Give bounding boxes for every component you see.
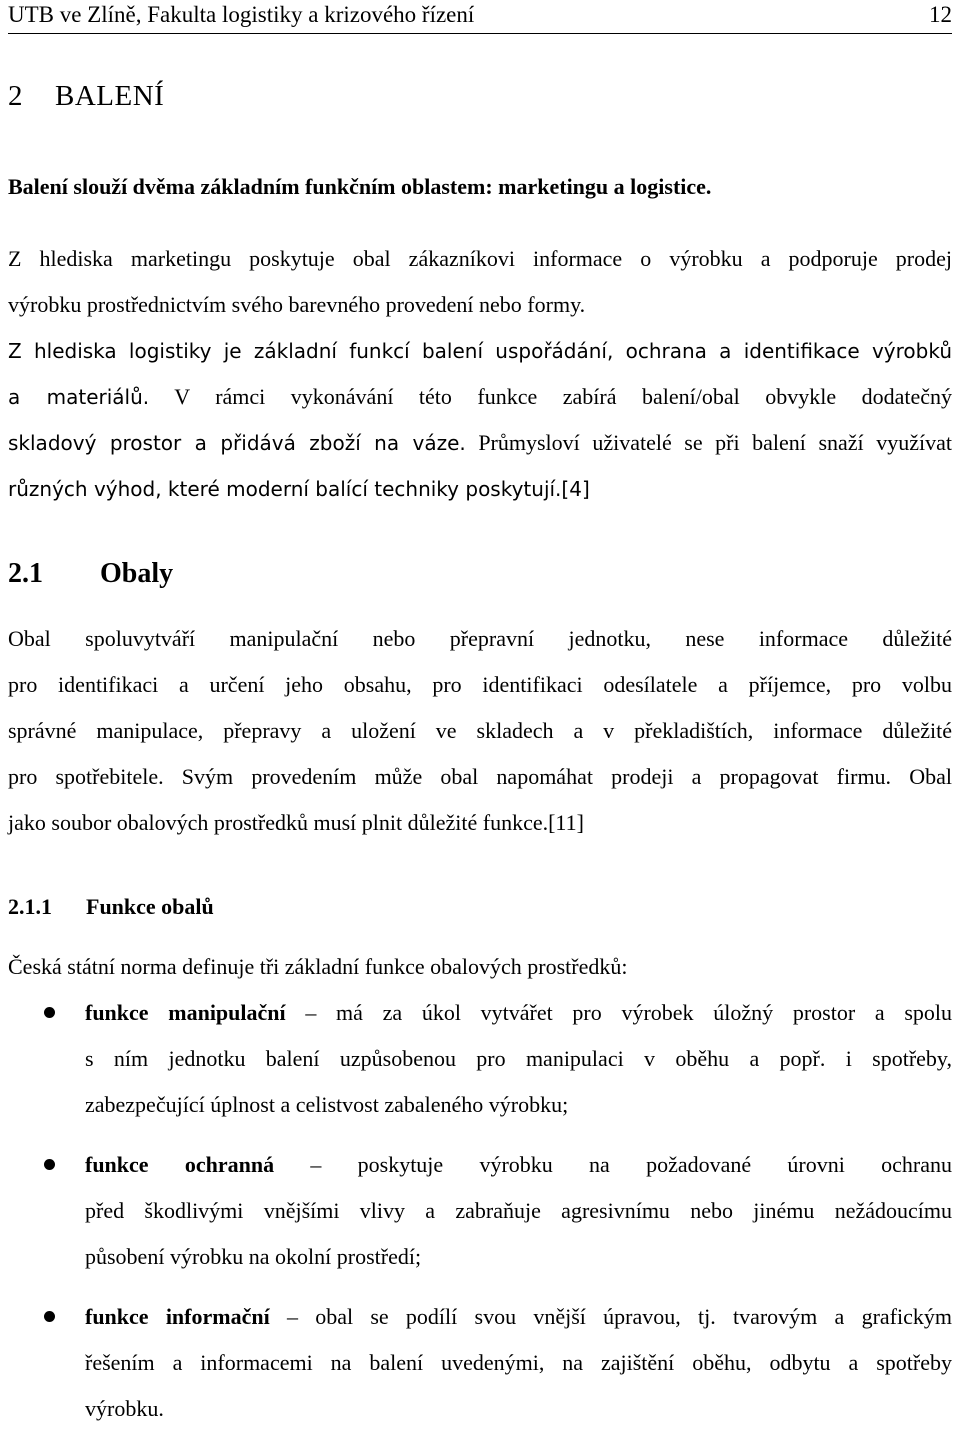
paragraph-line: výrobku. xyxy=(85,1396,164,1421)
norm-paragraph xyxy=(8,944,952,990)
bullet-icon xyxy=(44,1311,55,1322)
paragraph-line: s ním jednotku balení uzpůsobenou pro manipulaci v oběhu a popř. i spotřeby, xyxy=(85,1046,952,1071)
list-item-text xyxy=(85,990,952,1128)
header-title: UTB ve Zlíně, Fakulta logistiky a krizového řízení xyxy=(8,2,475,27)
paragraph-line xyxy=(85,1142,952,1188)
paragraph-line: Z hlediska marketingu poskytuje obal zákazníkovi informace o výrobku a podporuje prodej xyxy=(8,246,952,271)
paragraph-line: správné manipulace, přepravy a uložení ve skladech a v překladištích, informace důležité xyxy=(8,718,952,743)
functions-list xyxy=(8,990,952,1421)
intro-paragraph xyxy=(8,164,952,210)
paragraph-line: před škodlivými vnějšími vlivy a zabraňuje agresivnímu nebo jinému nežádoucímu xyxy=(85,1198,952,1223)
paragraph-fragment: – poskytuje výrobku na požadované úrovni ochranu xyxy=(274,1152,952,1177)
subsection-number: 2.1.1 xyxy=(8,894,52,919)
header-divider xyxy=(8,33,952,34)
section-heading xyxy=(8,558,173,590)
paragraph-line: zabezpečující úplnost a celistvost zabaleného výrobku; xyxy=(85,1092,569,1117)
paragraph-line xyxy=(8,420,952,466)
paragraph-line: Obal spoluvytváří manipulační nebo přepravní jednotku, nese informace důležité xyxy=(8,626,952,651)
list-item-term: funkce manipulační xyxy=(85,1000,286,1025)
list-item-text xyxy=(85,1294,952,1432)
paragraph-line: jako soubor obalových prostředků musí plnit důležité funkce.[11] xyxy=(8,810,584,835)
paragraph-line: různých výhod, které moderní balící techniky poskytují.[4] xyxy=(8,477,590,501)
paragraph-line xyxy=(8,374,952,420)
paragraph-fragment: a materiálů. xyxy=(8,385,150,409)
subsection-heading xyxy=(8,894,214,920)
bullet-icon xyxy=(44,1007,55,1018)
bullet-icon xyxy=(44,1159,55,1170)
paragraph-fragment: skladový prostor a přidává zboží na váze. xyxy=(8,431,466,455)
paragraph-line xyxy=(85,990,952,1036)
paragraph-line: řešením a informacemi na balení uvedenými, na zajištění oběhu, odbytu a spotřeby xyxy=(85,1350,952,1375)
chapter-heading xyxy=(8,80,164,113)
paragraph-line xyxy=(85,1294,952,1340)
list-item-term: funkce informační xyxy=(85,1304,270,1329)
running-header xyxy=(8,0,952,30)
list-item-term: funkce ochranná xyxy=(85,1152,275,1177)
logistics-paragraph xyxy=(8,328,952,512)
paragraph-line: pro identifikaci a určení jeho obsahu, pro identifikaci odesílatele a příjemce, pro volbu xyxy=(8,672,952,697)
subsection-title: Funkce obalů xyxy=(86,894,214,919)
paragraph-line: působení výrobku na okolní prostředí; xyxy=(85,1244,422,1269)
paragraph-fragment: – má za úkol vytvářet pro výrobek úložný prostor a spolu xyxy=(285,1000,952,1025)
chapter-title: BALENÍ xyxy=(55,80,165,112)
paragraph-fragment: V rámci vykonávání této funkce zabírá balení/obal obvykle dodatečný xyxy=(149,384,953,409)
marketing-paragraph xyxy=(8,236,952,328)
packaging-paragraph xyxy=(8,616,952,846)
page-number: 12 xyxy=(929,2,952,27)
paragraph-line: pro spotřebitele. Svým provedením může obal napomáhat prodeji a propagovat firmu. Obal xyxy=(8,764,952,789)
paragraph-line: výrobku prostřednictvím svého barevného provedení nebo formy. xyxy=(8,292,586,317)
paragraph-fragment: Průmysloví uživatelé se při balení snaží využívat xyxy=(465,430,952,455)
paragraph-line: Česká státní norma definuje tři základní funkce obalových prostředků: xyxy=(8,954,628,979)
section-title: Obaly xyxy=(100,558,174,589)
paragraph-line: Z hlediska logistiky je základní funkcí balení uspořádání, ochrana a identifikace výrobků xyxy=(8,339,952,363)
paragraph-fragment: – obal se podílí svou vnější úpravou, tj. tvarovým a grafickým xyxy=(269,1304,952,1329)
intro-text: Balení slouží dvěma základním funkčním oblastem: marketingu a logistice. xyxy=(8,174,712,199)
list-item-text xyxy=(85,1142,952,1280)
section-number: 2.1 xyxy=(8,558,43,589)
chapter-number: 2 xyxy=(8,80,23,112)
